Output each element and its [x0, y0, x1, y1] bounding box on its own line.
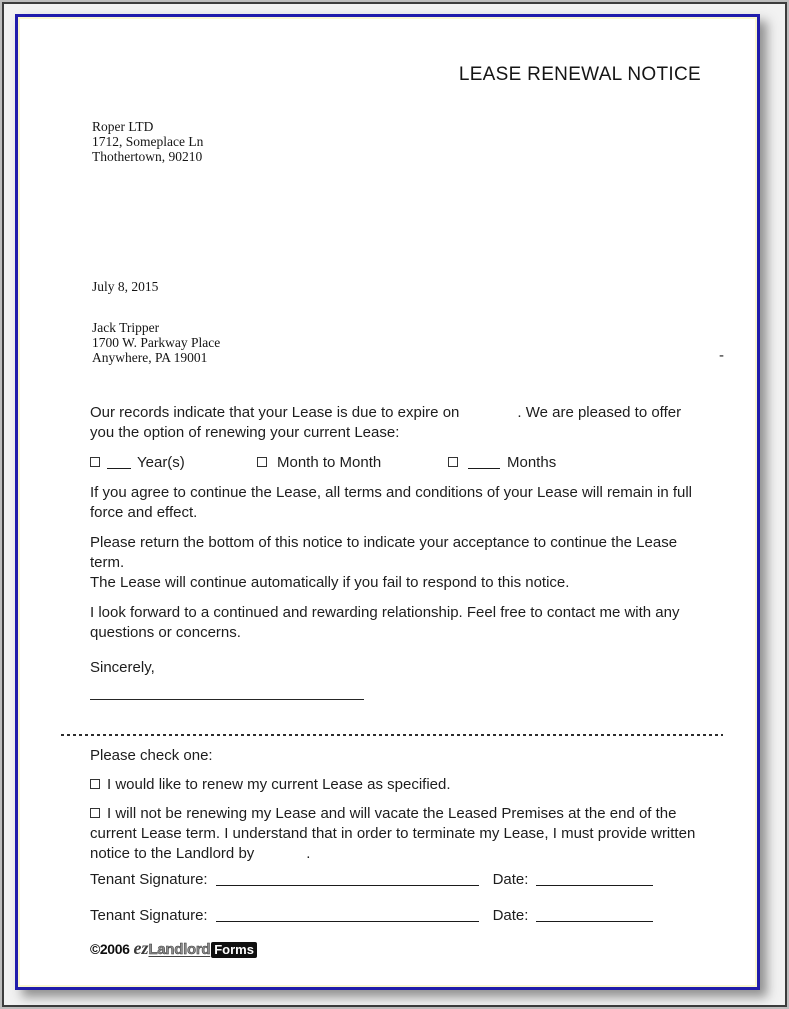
sender-name: Roper LTD	[92, 119, 154, 134]
tenant-signature-blank	[216, 882, 479, 886]
option-renew-label: I would like to renew my current Lease as specified.	[107, 776, 451, 793]
return-line2: The Lease will continue automatically if you fail to respond to this notice.	[90, 574, 570, 591]
body-paragraph-terms	[90, 483, 701, 523]
vacate-line1: I will not be renewing my Lease and will vacate the Leased Premises at the end of the	[107, 805, 677, 822]
tear-off-divider	[61, 734, 723, 736]
option-vacate-lease	[90, 804, 701, 864]
image-frame	[2, 2, 787, 1007]
vacate-line3: notice to the Landlord by	[90, 845, 255, 862]
tenant-signature-label: Tenant Signature:	[90, 907, 208, 924]
date-blank	[536, 918, 653, 922]
brand-forms-badge: Forms	[211, 942, 257, 958]
return-line1: Please return the bottom of this notice to indicate your acceptance to continue the Lease term.	[90, 534, 678, 571]
option-months	[448, 453, 556, 473]
landlord-signature-line	[90, 699, 364, 700]
years-count-blank	[107, 465, 131, 469]
recipient-street: 1700 W. Parkway Place	[92, 335, 221, 350]
copyright-text: ©2006	[90, 941, 130, 957]
intro-text-before-blank: Our records indicate that your Lease is due to expire on	[90, 404, 460, 421]
date-label: Date:	[492, 907, 529, 924]
option-renew-lease	[90, 775, 701, 795]
body-paragraph-relationship	[90, 603, 701, 643]
intro-text-line2: you the option of renewing your current Lease:	[90, 424, 400, 441]
vacate-line3-period: .	[306, 845, 311, 862]
relationship-line1: I look forward to a continued and rewarding relationship. Feel free to contact me with any	[90, 604, 680, 621]
date-label: Date:	[492, 871, 529, 888]
brand-ez-script: ez	[133, 938, 149, 958]
tenant-signature-row	[90, 906, 701, 926]
renewal-options-row	[90, 453, 701, 473]
letter-date: July 8, 2015	[92, 279, 159, 294]
option-month-to-month	[257, 453, 448, 473]
option-months-label: Months	[507, 454, 557, 471]
body-paragraph-return	[90, 533, 701, 593]
checkbox-icon	[90, 808, 100, 818]
page-title: LEASE RENEWAL NOTICE	[458, 64, 701, 85]
months-count-blank	[468, 465, 500, 469]
checkbox-icon	[90, 779, 100, 789]
tenant-signature-label: Tenant Signature:	[90, 871, 208, 888]
tenant-signature-blank	[216, 918, 479, 922]
stray-dash: -	[719, 347, 724, 364]
terms-line1: If you agree to continue the Lease, all terms and conditions of your Lease will remain in full	[90, 484, 693, 501]
relationship-line2: questions or concerns.	[90, 624, 241, 641]
checkbox-icon	[448, 457, 458, 467]
recipient-city: Anywhere, PA 19001	[92, 350, 208, 365]
sender-city: Thothertown, 90210	[92, 149, 203, 164]
brand-landlord-text: Landlord	[148, 941, 211, 958]
closing-salutation: Sincerely,	[90, 659, 155, 676]
recipient-name: Jack Tripper	[92, 320, 160, 335]
date-blank	[536, 882, 653, 886]
terms-line2: force and effect.	[90, 504, 198, 521]
intro-text-after-blank: . We are pleased to offer	[517, 404, 682, 421]
brand-logo	[90, 938, 757, 959]
document-page	[15, 14, 760, 990]
check-one-instruction: Please check one:	[90, 747, 213, 764]
checkbox-icon	[257, 457, 267, 467]
vacate-line2: current Lease term. I understand that in order to terminate my Lease, I must provide written	[90, 825, 696, 842]
sender-street: 1712, Someplace Ln	[92, 134, 204, 149]
option-years	[90, 453, 257, 473]
option-month-to-month-label: Month to Month	[277, 454, 382, 471]
sender-address	[92, 119, 757, 164]
recipient-address	[92, 320, 757, 365]
option-years-label: Year(s)	[137, 454, 185, 471]
intro-paragraph	[90, 403, 701, 443]
checkbox-icon	[90, 457, 100, 467]
tenant-signature-row	[90, 870, 701, 890]
